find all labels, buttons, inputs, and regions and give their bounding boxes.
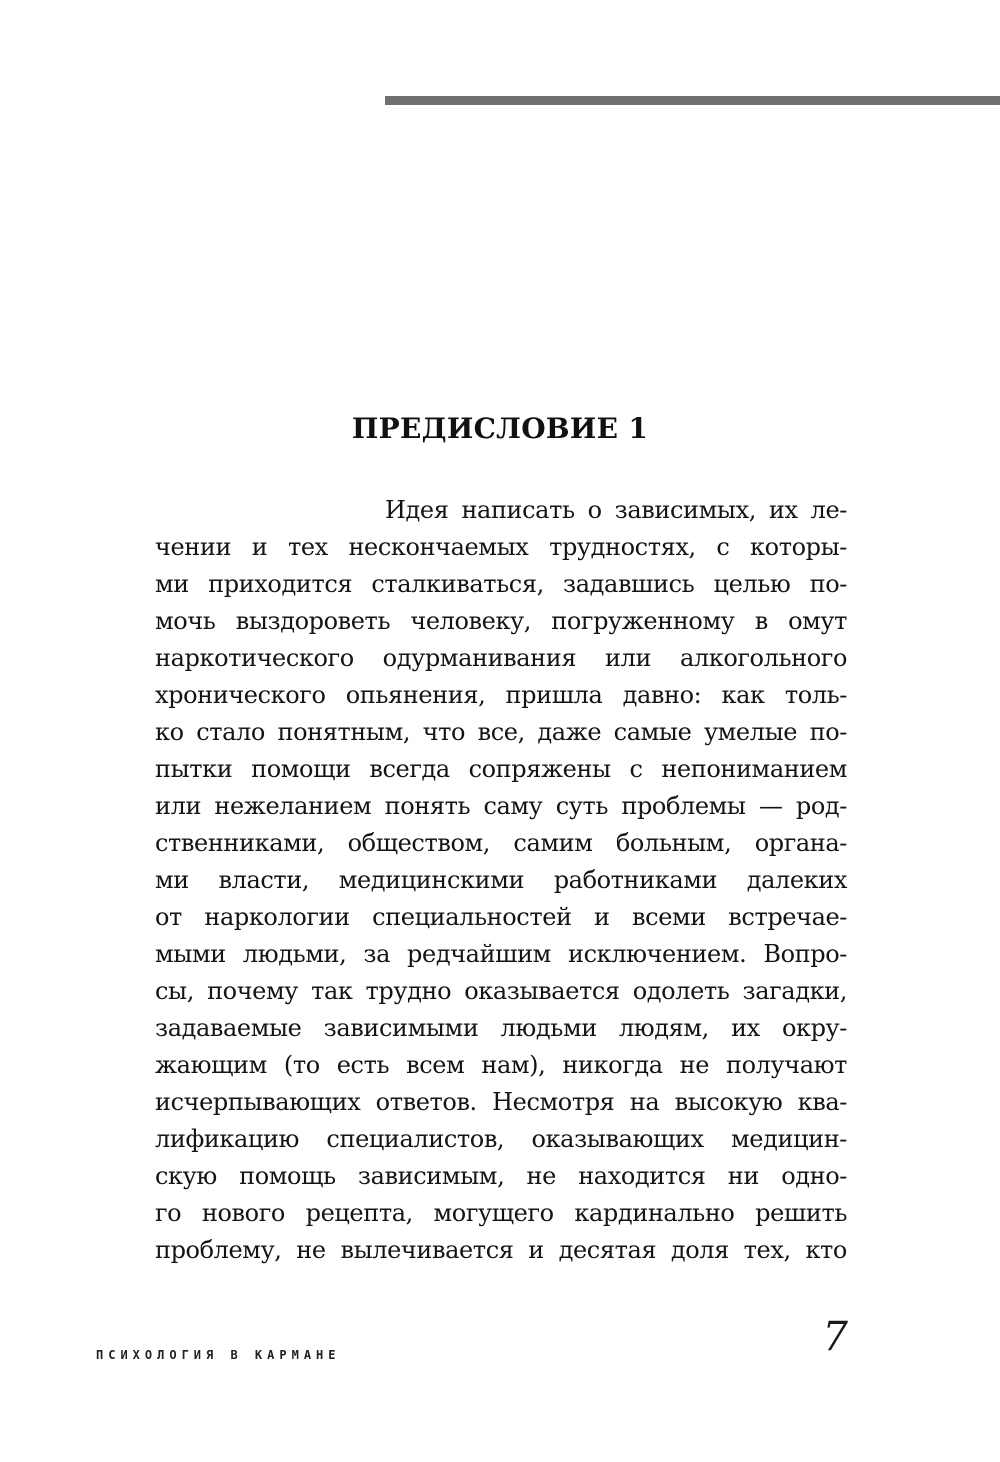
body-line: пытки помощи всегда сопряжены с непониманием (155, 755, 847, 783)
body-line: исчерпывающих ответов. Несмотря на высокую ква- (155, 1088, 847, 1116)
body-line: ственниками, обществом, самим больным, органа- (155, 829, 847, 857)
body-text (155, 492, 847, 1269)
body-line: ко стало понятным, что все, даже самые умелые по- (155, 718, 847, 746)
top-rule (385, 96, 1000, 105)
body-line: хронического опьянения, пришла давно: как толь- (155, 681, 847, 709)
body-line: го нового рецепта, могущего кардинально решить (155, 1199, 847, 1227)
chapter-title: ПРЕДИСЛОВИЕ 1 (351, 412, 649, 445)
body-line: задаваемые зависимыми людьми людям, их окру- (155, 1014, 847, 1042)
body-line: мыми людьми, за редчайшим исключением. Вопро- (155, 940, 847, 968)
body-line: ми приходится сталкиваться, задавшись целью по- (155, 570, 847, 598)
body-line: жающим (то есть всем нам), никогда не получают (155, 1051, 847, 1079)
body-line: наркотического одурманивания или алкогольного (155, 644, 847, 672)
body-line: скую помощь зависимым, не находится ни одно- (155, 1162, 847, 1190)
body-line: ми власти, медицинскими работниками далеких (155, 866, 847, 894)
body-line: от наркологии специальностей и всеми встречае- (155, 903, 847, 931)
body-line: проблему, не вылечивается и десятая доля тех, кто (155, 1236, 847, 1264)
body-line: мочь выздороветь человеку, погруженному в омут (155, 607, 847, 635)
body-line: лификацию специалистов, оказывающих медицин- (155, 1125, 847, 1153)
footer-running-title: ПСИХОЛОГИЯ В КАРМАНЕ (96, 1348, 341, 1362)
body-line: Идея написать о зависимых, их ле- (385, 496, 847, 524)
body-line: или нежеланием понять саму суть проблемы — род- (155, 792, 847, 820)
body-line: чении и тех нескончаемых трудностях, с которы- (155, 533, 847, 561)
body-line: сы, почему так трудно оказывается одолеть загадки, (155, 977, 847, 1005)
page-number: 7 (822, 1314, 848, 1360)
